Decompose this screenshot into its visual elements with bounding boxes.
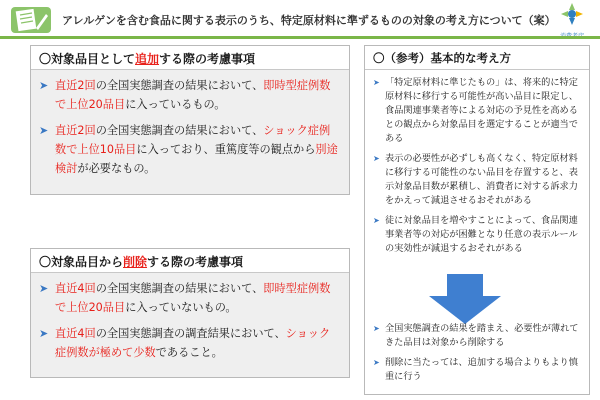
reference-title: 〇（参考）基本的な考え方 xyxy=(365,46,589,70)
bullet-arrow-icon: ➤ xyxy=(373,154,380,163)
remove-criteria-title: 〇対象品目から削除する際の考慮事項 xyxy=(31,249,349,273)
agency-logo xyxy=(552,2,592,38)
bullet-arrow-icon: ➤ xyxy=(39,124,49,137)
bullet-arrow-icon: ➤ xyxy=(373,216,380,225)
reference-item: ➤ 全国実態調査の結果を踏まえ、必要性が薄れてきた品目は対象から削除する xyxy=(373,323,579,348)
bullet-arrow-icon: ➤ xyxy=(373,358,380,367)
remove-criteria-panel xyxy=(30,248,350,378)
bullet-arrow-icon: ➤ xyxy=(373,324,380,333)
reference-item: ➤ 徒に対象品目を増やすことによって、食品関連事業者等の対応が困難となり任意の表示ルールの実効性が減退するおそれがある xyxy=(373,215,578,254)
bullet-arrow-icon: ➤ xyxy=(39,79,49,92)
bullet-arrow-icon: ➤ xyxy=(373,78,380,87)
page-title: アレルゲンを含む食品に関する表示のうち、特定原材料に準ずるものの対象の考え方について（案） xyxy=(62,14,556,27)
bullet-arrow-icon: ➤ xyxy=(39,327,49,340)
remove-criteria-item: ➤ 直近4回の全国実態調査の結果において、即時型症例数で上位20品目に入っていないもの。 xyxy=(39,279,341,317)
remove-criteria-item: ➤ 直近4回の全国実態調査の調査結果において、ショック症例数が極めて少数であること。 xyxy=(39,324,341,362)
bullet-arrow-icon: ➤ xyxy=(39,282,49,295)
document-icon xyxy=(8,4,54,36)
reference-item: ➤ 表示の必要性が必ずしも高くなく、特定原材料に移行する可能性のない品目を存置すると、表示対象品目数が累積し、消費者に対する訴求力をかえって減退させるおそれがある xyxy=(373,153,578,206)
down-arrow-icon xyxy=(425,274,505,324)
reference-panel xyxy=(364,45,590,395)
header-rule xyxy=(0,36,600,39)
reference-item: ➤ 削除に当たっては、追加する場合よりもより慎重に行う xyxy=(373,357,578,382)
add-criteria-title: 〇対象品目として追加する際の考慮事項 xyxy=(31,46,349,70)
add-criteria-item: ➤ 直近2回の全国実態調査の結果において、ショック症例数で上位10品目に入っており、重篤度等の観点から別途検討が必要なもの。 xyxy=(39,121,341,178)
page-header xyxy=(0,0,600,38)
add-criteria-item: ➤ 直近2回の全国実態調査の結果において、即時型症例数で上位20品目に入っているもの。 xyxy=(39,76,341,114)
add-criteria-panel xyxy=(30,45,350,195)
reference-item: ➤ 「特定原材料に準じたもの」は、将来的に特定原材料に移行する可能性が高い品目に限定し、食品関連事業者等による対応の予見性を高めるとの観点から対象品目を選定することが適当である xyxy=(373,77,578,144)
agency-logo-icon xyxy=(559,2,585,26)
